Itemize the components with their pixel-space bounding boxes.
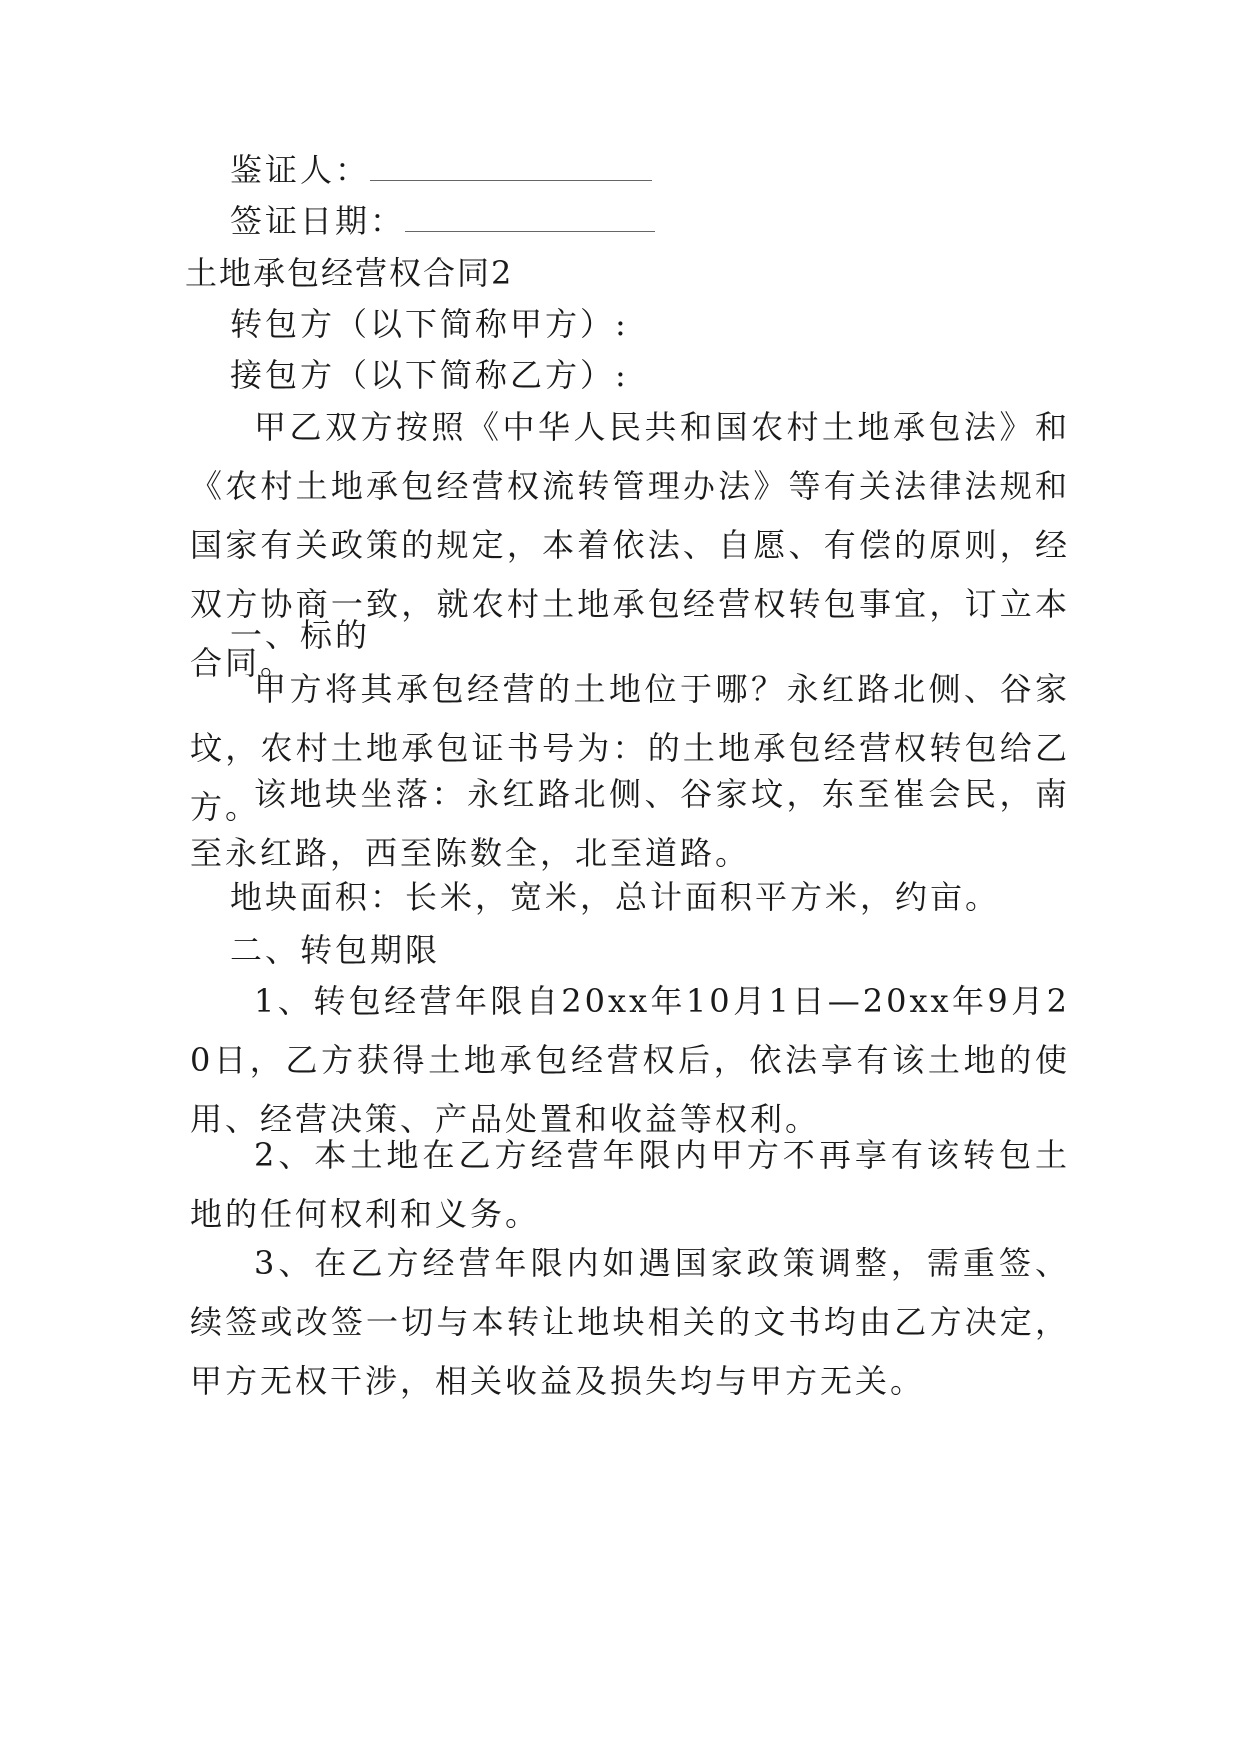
witness-blank <box>370 152 652 181</box>
section1-paragraph-1: 甲方将其承包经营的土地位于哪？永红路北侧、谷家坟，农村土地承包证书号为：的土地承包经营权转包给乙方。 <box>190 670 1070 826</box>
contract-title: 土地承包经营权合同2 <box>185 254 514 292</box>
visa-date-field <box>230 201 655 241</box>
visa-date-blank <box>405 203 655 232</box>
section2-item-2: 2、本土地在乙方经营年限内甲方不再享有该转包土地的任何权利和义务。 <box>190 1136 1070 1233</box>
section2-item-3: 3、在乙方经营年限内如遇国家政策调整，需重签、续签或改签一切与本转让地块相关的文书均由乙方决定，甲方无权干涉，相关收益及损失均与甲方无关。 <box>190 1244 1070 1400</box>
witness-field <box>230 150 652 190</box>
witness-label: 鉴证人： <box>230 151 371 189</box>
party-b-label: 接包方（以下简称乙方）: <box>230 356 629 394</box>
visa-date-label: 签证日期： <box>230 202 406 240</box>
party-a-label: 转包方（以下简称甲方）: <box>230 305 629 343</box>
section1-paragraph-2: 该地块坐落：永红路北侧、谷家坟，东至崔会民，南至永红路，西至陈数全，北至道路。 <box>190 775 1070 872</box>
section2-item-1: 1、转包经营年限自20xx年10月1日—20xx年9月20日，乙方获得土地承包经营权后，依法享有该土地的使用、经营决策、产品处置和收益等权利。 <box>190 982 1070 1138</box>
section1-heading: 一、标的 <box>230 616 371 654</box>
section1-paragraph-3: 地块面积：长米，宽米，总计面积平方米，约亩。 <box>230 878 1001 916</box>
section2-heading: 二、转包期限 <box>230 931 441 969</box>
preamble-paragraph: 甲乙双方按照《中华人民共和国农村土地承包法》和《农村土地承包经营权流转管理办法》等有关法律法规和国家有关政策的规定，本着依法、自愿、有偿的原则，经双方协商一致，就农村土地承包经营权转包事宜，订立本合同。 <box>190 408 1070 682</box>
